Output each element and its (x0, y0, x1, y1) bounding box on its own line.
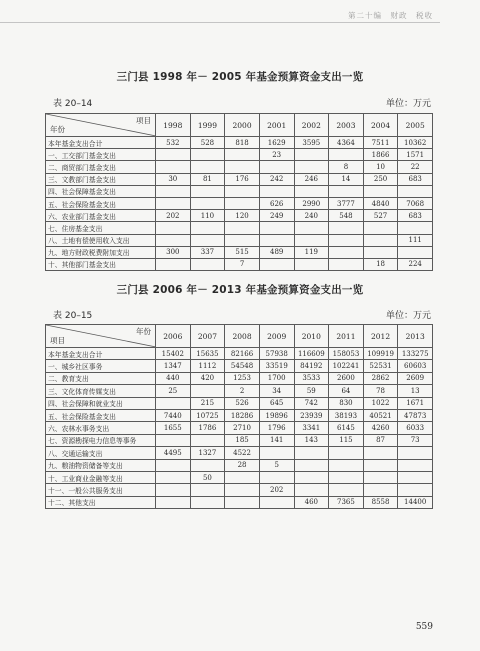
table-cell: 420 (190, 372, 225, 384)
row-label: 一、工交部门基金支出 (46, 149, 156, 161)
header-rule (0, 22, 440, 23)
table-cell (156, 484, 191, 496)
table-cell: 13 (398, 385, 433, 397)
table-row (46, 422, 433, 434)
table-cell (398, 222, 433, 234)
row-label: 五、社会保险基金支出 (46, 409, 156, 421)
table-cell: 526 (225, 397, 260, 409)
table-cell: 240 (294, 210, 329, 222)
table-cell (329, 185, 364, 197)
table-cell: 109919 (363, 348, 398, 360)
table-row (46, 496, 433, 508)
table-cell: 59 (294, 385, 329, 397)
row-label: 四、社会保障和就业支出 (46, 397, 156, 409)
table-cell (156, 434, 191, 446)
table-cell: 7 (225, 258, 260, 270)
table-cell (259, 234, 294, 246)
table-cell: 8558 (363, 496, 398, 508)
table-cell: 2990 (294, 197, 329, 209)
table-cell: 1253 (225, 372, 260, 384)
table-cell: 515 (225, 246, 260, 258)
table-cell (294, 258, 329, 270)
table-row (46, 137, 433, 149)
table-cell (398, 447, 433, 459)
table-cell: 84192 (294, 360, 329, 372)
table-cell: 527 (363, 210, 398, 222)
table-cell: 158053 (329, 348, 364, 360)
table2-year-header: 2006 (156, 325, 191, 348)
table2-corner-cell (46, 325, 156, 348)
table1-body (46, 137, 433, 271)
table-cell: 18 (363, 258, 398, 270)
table-cell (225, 222, 260, 234)
table-cell: 10725 (190, 409, 225, 421)
table-cell: 82166 (225, 348, 260, 360)
table-cell (225, 149, 260, 161)
table2-body (46, 348, 433, 509)
table-row (46, 149, 433, 161)
table-cell (225, 197, 260, 209)
table-cell: 1700 (259, 372, 294, 384)
table-cell: 22 (398, 161, 433, 173)
table-cell: 8 (329, 161, 364, 173)
table-cell: 2710 (225, 422, 260, 434)
table-cell: 2600 (329, 372, 364, 384)
table-cell: 47873 (398, 409, 433, 421)
table-cell (190, 185, 225, 197)
table-row (46, 234, 433, 246)
table1 (45, 113, 433, 271)
table-cell (329, 459, 364, 471)
table-cell: 185 (225, 434, 260, 446)
table-cell (259, 258, 294, 270)
table-cell: 250 (363, 173, 398, 185)
table1-year-header: 2005 (398, 114, 433, 137)
table-cell: 300 (156, 246, 191, 258)
table-cell: 111 (398, 234, 433, 246)
table-cell: 1347 (156, 360, 191, 372)
table-cell: 246 (294, 173, 329, 185)
table-cell: 818 (225, 137, 260, 149)
table-cell: 242 (259, 173, 294, 185)
table-cell (190, 496, 225, 508)
table-cell: 110 (190, 210, 225, 222)
table-cell: 645 (259, 397, 294, 409)
table-cell (363, 471, 398, 483)
table-cell: 87 (363, 434, 398, 446)
row-label: 十一、一般公共服务支出 (46, 484, 156, 496)
table-row (46, 348, 433, 360)
table-cell: 4495 (156, 447, 191, 459)
table-cell: 440 (156, 372, 191, 384)
table-cell: 64 (329, 385, 364, 397)
table-cell: 548 (329, 210, 364, 222)
table-cell: 7365 (329, 496, 364, 508)
table-cell (156, 258, 191, 270)
row-label: 三、文化体育传媒支出 (46, 385, 156, 397)
table-cell: 1327 (190, 447, 225, 459)
table-cell: 1571 (398, 149, 433, 161)
table-row (46, 385, 433, 397)
table-cell: 532 (156, 137, 191, 149)
table-cell (294, 234, 329, 246)
table-row (46, 434, 433, 446)
table-cell (190, 459, 225, 471)
table2-year-header: 2008 (225, 325, 260, 348)
table2-year-header: 2007 (190, 325, 225, 348)
table-cell: 337 (190, 246, 225, 258)
table-cell (259, 161, 294, 173)
table-cell: 143 (294, 434, 329, 446)
table2-year-header: 2011 (329, 325, 364, 348)
table-row (46, 258, 433, 270)
row-label: 七、住房基金支出 (46, 222, 156, 234)
table-cell (190, 161, 225, 173)
table-cell (329, 234, 364, 246)
table-cell (156, 197, 191, 209)
table-row (46, 197, 433, 209)
table-cell (156, 161, 191, 173)
table2-unit: 单位：万元 (385, 311, 431, 321)
table-cell (294, 459, 329, 471)
table-cell (294, 161, 329, 173)
table-cell (329, 246, 364, 258)
table-cell (363, 246, 398, 258)
table-cell (294, 149, 329, 161)
table-cell: 7511 (363, 137, 398, 149)
table-cell (190, 197, 225, 209)
table-row (46, 222, 433, 234)
table-cell (259, 185, 294, 197)
table-cell: 1112 (190, 360, 225, 372)
table-cell: 683 (398, 210, 433, 222)
table-cell: 141 (259, 434, 294, 446)
table2-year-header: 2012 (363, 325, 398, 348)
table-cell: 4260 (363, 422, 398, 434)
table-row (46, 210, 433, 222)
table-cell: 15402 (156, 348, 191, 360)
table-cell (225, 234, 260, 246)
table-cell: 202 (156, 210, 191, 222)
table-cell (294, 447, 329, 459)
table-cell (398, 246, 433, 258)
table-cell (190, 222, 225, 234)
table-cell (190, 258, 225, 270)
row-label: 五、社会保险基金支出 (46, 197, 156, 209)
table-cell: 102241 (329, 360, 364, 372)
table-cell: 10 (363, 161, 398, 173)
table-cell: 23 (259, 149, 294, 161)
table-cell (363, 222, 398, 234)
table1-year-header: 1999 (190, 114, 225, 137)
table-row (46, 459, 433, 471)
table-cell: 133275 (398, 348, 433, 360)
table-cell (156, 496, 191, 508)
table-cell: 3341 (294, 422, 329, 434)
page-number: 559 (415, 622, 433, 632)
table-cell (225, 161, 260, 173)
table-cell: 1796 (259, 422, 294, 434)
table-cell: 489 (259, 246, 294, 258)
table-cell: 460 (294, 496, 329, 508)
row-label: 九、粮油物资储备等支出 (46, 459, 156, 471)
table-cell: 116609 (294, 348, 329, 360)
table2-corner-bottom: 项目 (50, 336, 65, 345)
row-label: 六、农林水事务支出 (46, 422, 156, 434)
row-label: 四、社会保障基金支出 (46, 185, 156, 197)
table-cell (259, 496, 294, 508)
table-cell: 249 (259, 210, 294, 222)
table-row (46, 471, 433, 483)
table-row (46, 484, 433, 496)
table-cell (363, 185, 398, 197)
table-cell: 115 (329, 434, 364, 446)
table2-corner-top: 年份 (136, 327, 151, 336)
table-cell (398, 484, 433, 496)
table1-unit: 单位：万元 (385, 99, 431, 109)
table-cell (329, 484, 364, 496)
table-cell (294, 185, 329, 197)
table-cell: 50 (190, 471, 225, 483)
table-cell (156, 397, 191, 409)
row-label: 七、资源勘探电力信息等事务 (46, 434, 156, 446)
row-label: 十、工业商业金融等支出 (46, 471, 156, 483)
table-cell (156, 222, 191, 234)
table2-year-header: 2010 (294, 325, 329, 348)
table-cell: 1671 (398, 397, 433, 409)
table-cell (225, 484, 260, 496)
table2-title: 三门县 2006 年－ 2013 年基金预算资金支出一览 (116, 284, 364, 296)
table-cell: 28 (225, 459, 260, 471)
table-cell: 73 (398, 434, 433, 446)
table1-year-header: 2003 (329, 114, 364, 137)
table-cell: 40521 (363, 409, 398, 421)
table-cell: 6145 (329, 422, 364, 434)
table-cell (190, 234, 225, 246)
table-cell: 52531 (363, 360, 398, 372)
row-label: 九、地方财政税费附加支出 (46, 246, 156, 258)
table-cell: 34 (259, 385, 294, 397)
table-cell: 3777 (329, 197, 364, 209)
table1-corner-top: 项目 (136, 116, 151, 125)
table-cell (190, 484, 225, 496)
table-cell: 7068 (398, 197, 433, 209)
table-cell (225, 496, 260, 508)
table-cell: 683 (398, 173, 433, 185)
table-cell: 120 (225, 210, 260, 222)
table-cell (363, 234, 398, 246)
row-label: 十二、其他支出 (46, 496, 156, 508)
table-cell (398, 459, 433, 471)
table-cell (190, 385, 225, 397)
table-row (46, 397, 433, 409)
row-label: 本年基金支出合计 (46, 137, 156, 149)
table-cell (294, 484, 329, 496)
table1-year-header: 2004 (363, 114, 398, 137)
table-cell: 38193 (329, 409, 364, 421)
table-cell (156, 149, 191, 161)
table-cell: 626 (259, 197, 294, 209)
table-cell: 224 (398, 258, 433, 270)
table-cell (329, 258, 364, 270)
row-label: 八、交通运输支出 (46, 447, 156, 459)
table-cell: 6033 (398, 422, 433, 434)
table-cell: 78 (363, 385, 398, 397)
table-cell: 528 (190, 137, 225, 149)
table-cell (363, 447, 398, 459)
table-cell (329, 471, 364, 483)
table-cell (259, 222, 294, 234)
table-cell: 1629 (259, 137, 294, 149)
row-label: 十、其他部门基金支出 (46, 258, 156, 270)
table-cell: 30 (156, 173, 191, 185)
table-cell (329, 447, 364, 459)
table-cell (398, 471, 433, 483)
running-head: 第二十编 财政 税收 (348, 11, 433, 20)
table-cell: 215 (190, 397, 225, 409)
table-cell: 1022 (363, 397, 398, 409)
table-cell (259, 471, 294, 483)
table-cell: 18286 (225, 409, 260, 421)
table-row (46, 409, 433, 421)
row-label: 一、城乡社区事务 (46, 360, 156, 372)
table-cell: 23939 (294, 409, 329, 421)
table-cell: 7440 (156, 409, 191, 421)
table1-title: 三门县 1998 年－ 2005 年基金预算资金支出一览 (116, 71, 364, 83)
table-cell: 2 (225, 385, 260, 397)
table-cell (329, 149, 364, 161)
table-cell: 14400 (398, 496, 433, 508)
table-cell: 4364 (329, 137, 364, 149)
table1-year-header: 2000 (225, 114, 260, 137)
table2-year-header: 2009 (259, 325, 294, 348)
table-cell: 15635 (190, 348, 225, 360)
table-cell (363, 484, 398, 496)
table-cell: 830 (329, 397, 364, 409)
table-cell: 54548 (225, 360, 260, 372)
table-cell: 57938 (259, 348, 294, 360)
table-cell: 119 (294, 246, 329, 258)
table1-corner-bottom: 年份 (50, 125, 65, 134)
table-cell: 25 (156, 385, 191, 397)
row-label: 六、农业部门基金支出 (46, 210, 156, 222)
table-cell (294, 471, 329, 483)
table-cell: 1786 (190, 422, 225, 434)
table-cell (156, 471, 191, 483)
table-row (46, 173, 433, 185)
table-cell (363, 459, 398, 471)
table-cell: 1866 (363, 149, 398, 161)
row-label: 二、教育支出 (46, 372, 156, 384)
table-row (46, 246, 433, 258)
table-cell: 176 (225, 173, 260, 185)
table-cell (225, 185, 260, 197)
row-label: 八、土地有偿使用收入支出 (46, 234, 156, 246)
table-cell: 2862 (363, 372, 398, 384)
table-cell (190, 149, 225, 161)
table-row (46, 447, 433, 459)
table2-number: 表 20–15 (53, 311, 93, 321)
table-cell (156, 185, 191, 197)
table1-number: 表 20–14 (53, 99, 93, 109)
table-cell (329, 222, 364, 234)
table-cell (398, 185, 433, 197)
table-cell: 3533 (294, 372, 329, 384)
table-cell: 81 (190, 173, 225, 185)
table-cell: 2609 (398, 372, 433, 384)
table-cell: 3595 (294, 137, 329, 149)
table2 (45, 324, 433, 509)
table-cell: 10362 (398, 137, 433, 149)
table-cell (156, 234, 191, 246)
table1-corner-cell (46, 114, 156, 137)
row-label: 三、文教部门基金支出 (46, 173, 156, 185)
table2-year-header: 2013 (398, 325, 433, 348)
table-row (46, 360, 433, 372)
table-cell: 4522 (225, 447, 260, 459)
table-cell (156, 459, 191, 471)
table1-year-header: 1998 (156, 114, 191, 137)
table1-year-header: 2001 (259, 114, 294, 137)
table-cell: 4840 (363, 197, 398, 209)
table-cell (190, 434, 225, 446)
table-cell: 33519 (259, 360, 294, 372)
table-cell (259, 447, 294, 459)
table-row (46, 161, 433, 173)
table1-year-header: 2002 (294, 114, 329, 137)
table-cell: 202 (259, 484, 294, 496)
row-label: 本年基金支出合计 (46, 348, 156, 360)
table-cell: 742 (294, 397, 329, 409)
row-label: 二、商贸部门基金支出 (46, 161, 156, 173)
table-cell: 19896 (259, 409, 294, 421)
table-cell (225, 471, 260, 483)
table-row (46, 372, 433, 384)
table-cell: 60603 (398, 360, 433, 372)
table-cell: 5 (259, 459, 294, 471)
table-cell: 1655 (156, 422, 191, 434)
table-row (46, 185, 433, 197)
table-cell: 14 (329, 173, 364, 185)
table-cell (294, 222, 329, 234)
